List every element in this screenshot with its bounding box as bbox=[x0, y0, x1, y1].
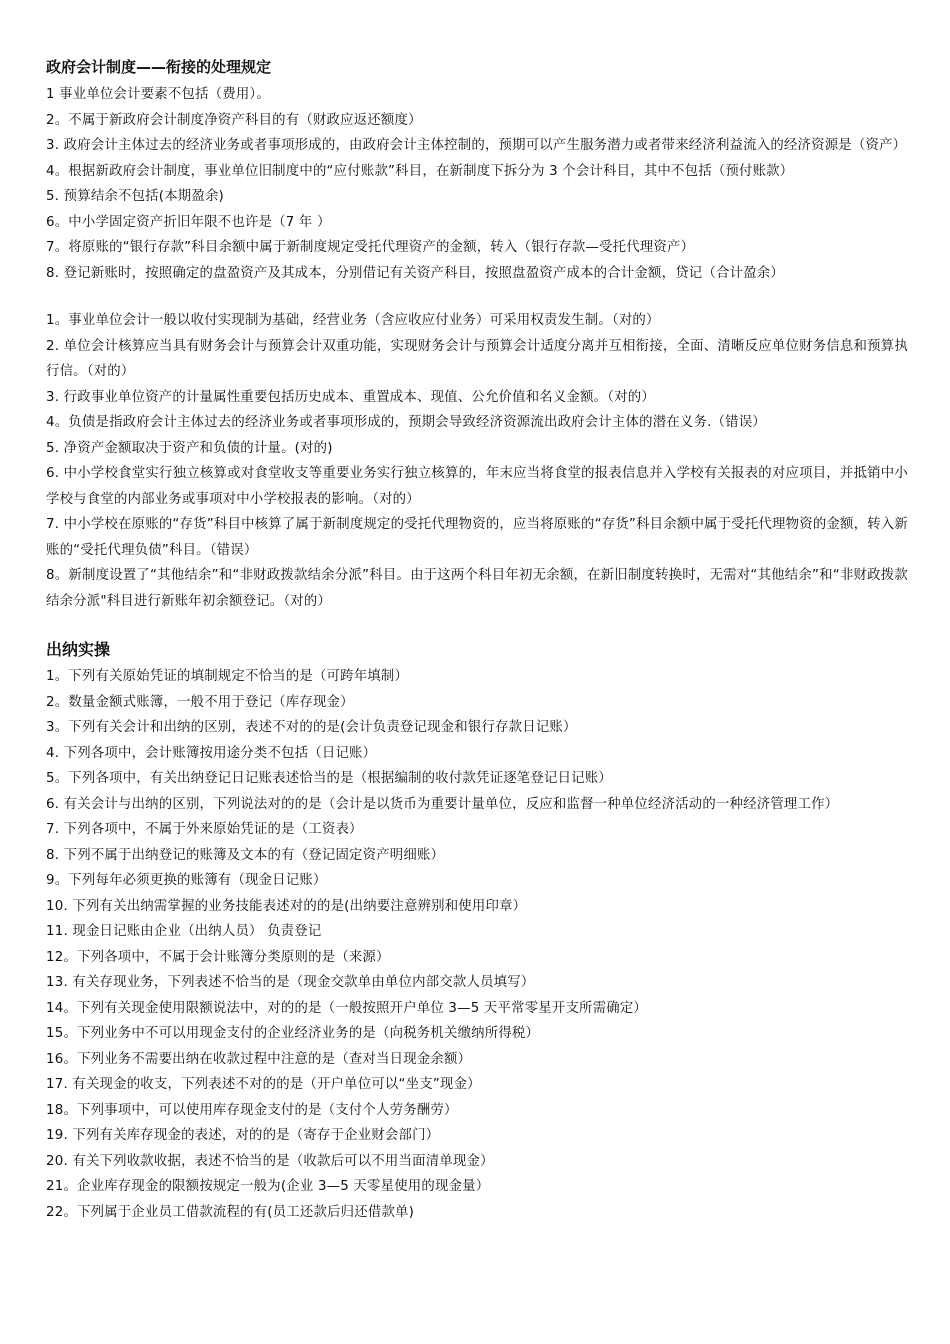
list-item: 6。中小学固定资产折旧年限不也许是（7 年 ） bbox=[46, 214, 331, 230]
list-item: 10. 下列有关出纳需掌握的业务技能表述对的的是(出纳要注意辨别和使用印章） bbox=[46, 898, 527, 914]
list-item: 19. 下列有关库存现金的表述，对的的是（寄存于企业财会部门） bbox=[46, 1128, 440, 1143]
list-item: 8. 登记新账时，按照确定的盘盈资产及其成本，分别借记有关资产科目，按照盘盈资产成本的合计金额，贷记（合计盈余） bbox=[46, 265, 784, 281]
list-item: 7。将原账的“银行存款”科目余额中属于新制度规定受托代理资产的金额，转入（银行存款—受托代理资产） bbox=[46, 240, 695, 255]
list-item: 3. 政府会计主体过去的经济业务或者事项形成的，由政府会计主体控制的，预期可以产生服务潜力或者带来经济利益流入的经济资源是（资产） bbox=[46, 138, 907, 153]
list-item: 6. 中小学校食堂实行独立核算或对食堂收支等重要业务实行独立核算的，年末应当将食堂的报表信息并入学校有关报表的对应项目，并抵销中小学校与食堂的内部业务或事项对中小学校报表的影响。（对的） bbox=[46, 466, 908, 507]
list-item: 1 事业单位会计要素不包括（费用）。 bbox=[46, 87, 270, 102]
list-item: 15。下列业务中不可以用现金支付的企业经济业务的是（向税务机关缴纳所得税） bbox=[46, 1026, 540, 1041]
document-page bbox=[46, 56, 908, 1225]
section-title-government-accounting: 政府会计制度——衔接的处理规定 bbox=[46, 58, 272, 76]
list-item: 9。下列每年必须更换的账簿有（现金日记账） bbox=[46, 873, 327, 888]
list-item: 17. 有关现金的收支，下列表述不对的的是（开户单位可以“坐支”现金） bbox=[46, 1077, 481, 1092]
section-title-cashier-practice: 出纳实操 bbox=[46, 640, 111, 659]
list-item: 7. 下列各项中，不属于外来原始凭证的是（工资表） bbox=[46, 822, 363, 837]
list-item: 7. 中小学校在原账的“存货”科目中核算了属于新制度规定的受托代理物资的，应当将原账的“存货”科目余额中属于受托代理物资的金额，转入新账的“受托代理负债”科目。（错误） bbox=[46, 517, 908, 558]
list-item: 5. 预算结余不包括(本期盈余) bbox=[46, 189, 224, 204]
list-item: 3. 行政事业单位资产的计量属性重要包括历史成本、重置成本、现值、公允价值和名义金额。（对的） bbox=[46, 389, 655, 405]
list-item: 18。下列事项中，可以使用库存现金支付的是（支付个人劳务酬劳） bbox=[46, 1102, 458, 1118]
list-item: 2。不属于新政府会计制度净资产科目的有（财政应返还额度） bbox=[46, 112, 422, 128]
list-item: 6. 有关会计与出纳的区别，下列说法对的的是（会计是以货币为重要计量单位，反应和监督一种单位经济活动的一种经济管理工作） bbox=[46, 796, 839, 812]
list-item: 5. 净资产金额取决于资产和负债的计量。(对的) bbox=[46, 440, 333, 456]
list-item: 11. 现金日记账由企业（出纳人员） 负责登记 bbox=[46, 924, 322, 939]
list-item: 4。根据新政府会计制度，事业单位旧制度中的“应付账款”科目，在新制度下拆分为 3 个会计科目，其中不包括（预付账款） bbox=[46, 163, 794, 179]
list-item: 21。企业库存现金的限额按规定一般为(企业 3—5 天零星使用的现金量） bbox=[46, 1179, 490, 1194]
list-item: 8。新制度设置了“其他结余”和“非财政拨款结余分派”科目。由于这两个科目年初无余额，在新旧制度转换时，无需对“其他结余”和“非财政拨款结余分派"科目进行新账年初余额登记。（对的） bbox=[46, 568, 908, 609]
list-item: 1。下列有关原始凭证的填制规定不恰当的是（可跨年填制） bbox=[46, 669, 409, 684]
list-item: 22。下列属于企业员工借款流程的有(员工还款后归还借款单) bbox=[46, 1204, 415, 1220]
list-item: 8. 下列不属于出纳登记的账簿及文本的有（登记固定资产明细账） bbox=[46, 847, 445, 863]
list-item: 4. 下列各项中，会计账簿按用途分类不包括（日记账） bbox=[46, 745, 377, 761]
list-item: 16。下列业务不需要出纳在收款过程中注意的是（查对当日现金余额） bbox=[46, 1051, 472, 1067]
list-item: 2。数量金额式账簿，一般不用于登记（库存现金） bbox=[46, 694, 354, 710]
section-spacer bbox=[46, 614, 908, 638]
list-item: 13. 有关存现业务，下列表述不恰当的是（现金交款单由单位内部交款人员填写） bbox=[46, 975, 535, 990]
list-item: 12。下列各项中，不属于会计账簿分类原则的是（来源） bbox=[46, 949, 390, 965]
list-item: 2. 单位会计核算应当具有财务会计与预算会计双重功能，实现财务会计与预算会计适度分离并互相衔接，全面、清晰反应单位财务信息和预算执行信。（对的） bbox=[46, 338, 908, 379]
list-item: 3。下列有关会计和出纳的区别，表述不对的的是(会计负责登记现金和银行存款日记账） bbox=[46, 720, 577, 735]
list-item: 5。下列各项中，有关出纳登记日记账表述恰当的是（根据编制的收付款凭证逐笔登记日记账） bbox=[46, 771, 612, 786]
section-spacer bbox=[46, 286, 908, 308]
list-item: 1。事业单位会计一般以收付实现制为基础，经营业务（含应收应付业务）可采用权责发生制。（对的） bbox=[46, 313, 660, 328]
list-item: 4。负债是指政府会计主体过去的经济业务或者事项形成的，预期会导致经济资源流出政府会计主体的潜在义务.（错误） bbox=[46, 415, 766, 430]
list-item: 20. 有关下列收款收据，表述不恰当的是（收款后可以不用当面清单现金） bbox=[46, 1153, 494, 1169]
list-item: 14。下列有关现金使用限额说法中，对的的是（一般按照开户单位 3—5 天平常零星开支所需确定） bbox=[46, 1000, 648, 1016]
